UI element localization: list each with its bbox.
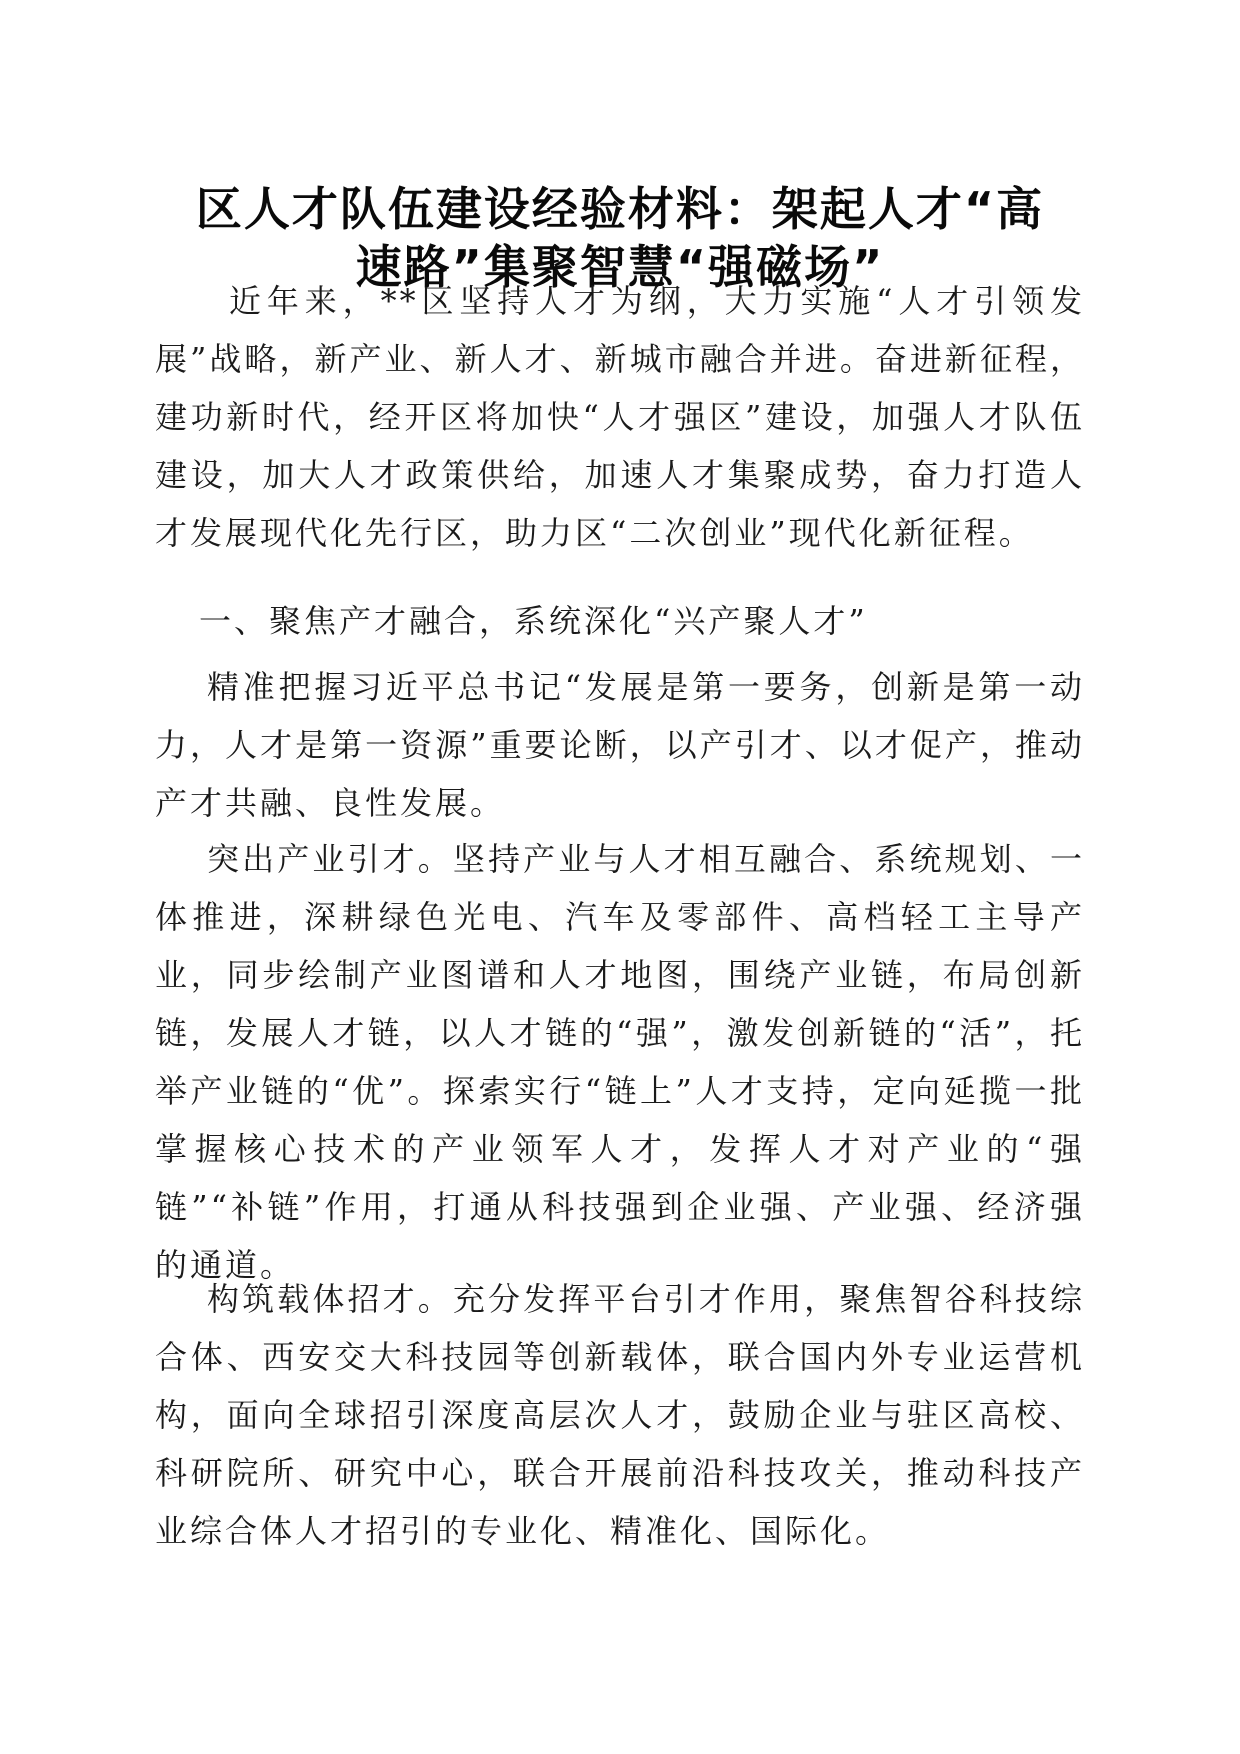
intro-paragraph: 近年来，**区坚持人才为纲，大力实施“人才引领发展”战略，新产业、新人才、新城市融合并进。奋进新征程，建功新时代，经开区将加快“人才强区”建设，加强人才队伍建设，加大人才政策供给，加速人才集聚成势，奋力打造人才发展现代化先行区，助力区“二次创业”现代化新征程。: [155, 282, 1085, 552]
section-1-heading: 一、聚焦产才融合，系统深化“兴产聚人才”: [199, 602, 868, 640]
platform-talent-paragraph: 构筑载体招才。充分发挥平台引才作用，聚焦智谷科技综合体、西安交大科技园等创新载体，联合国内外专业运营机构，面向全球招引深度高层次人才，鼓励企业与驻区高校、科研院所、研究中心，联合开展前沿科技攻关，推动科技产业综合体人才招引的专业化、精准化、国际化。: [155, 1280, 1085, 1550]
section-1-lead-paragraph: 精准把握习近平总书记“发展是第一要务，创新是第一动力，人才是第一资源”重要论断，以产引才、以才促产，推动产才共融、良性发展。: [155, 668, 1085, 822]
title-line-1: 区人才队伍建设经验材料：架起人才“高: [195, 182, 1045, 236]
title-line-2: 速路”集聚智慧“强磁场”: [355, 240, 885, 294]
industry-talent-paragraph: 突出产业引才。坚持产业与人才相互融合、系统规划、一体推进，深耕绿色光电、汽车及零部件、高档轻工主导产业，同步绘制产业图谱和人才地图，围绕产业链，布局创新链，发展人才链，以人才链的“强”，激发创新链的“活”，托举产业链的“优”。探索实行“链上”人才支持，定向延揽一批掌握核心技术的产业领军人才，发挥人才对产业的“强链”“补链”作用，打通从科技强到企业强、产业强、经济强的通道。: [155, 840, 1085, 1284]
